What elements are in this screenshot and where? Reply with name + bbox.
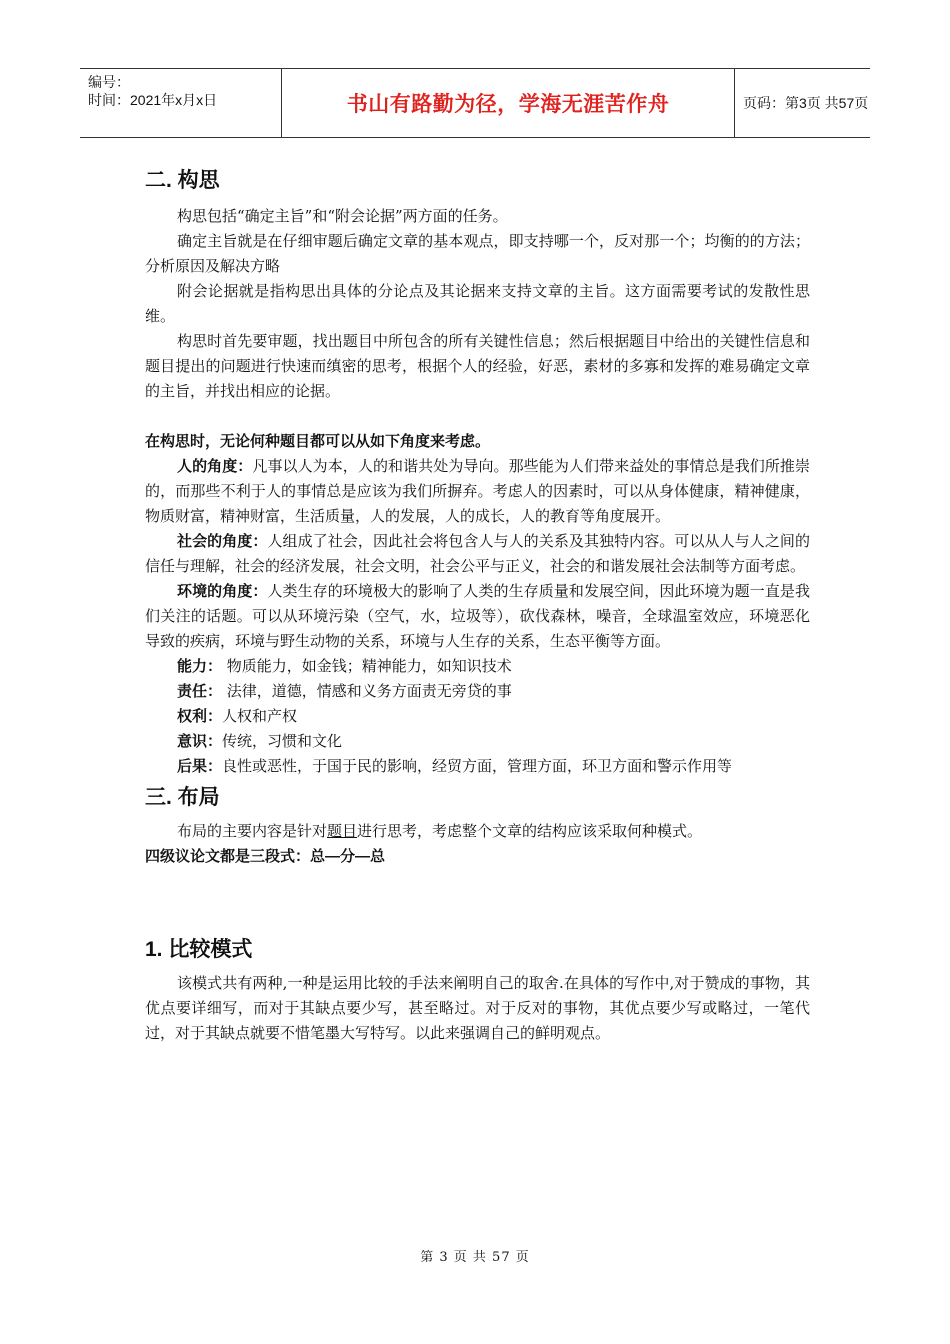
environment-label: 环境的角度： [177, 583, 268, 600]
line-rights [145, 704, 810, 729]
header-motto: 书山有路勤为径，学海无涯苦作舟 [282, 69, 735, 137]
paragraph-person [145, 454, 810, 529]
environment-text: 人类生存的环境极大的影响了人类的生存质量和发展空间，因此环境为题一直是我们关注的话题。可以从环境污染（空气，水，垃圾等），砍伐森林，噪音，全球温室效应，环境恶化导致的疾病，环境与野生动物的关系，环境与人生存的关系，生态平衡等方面。 [145, 582, 810, 650]
result-text: 良性或恶性，于国于民的影响，经贸方面，管理方面，环卫方面和警示作用等 [222, 757, 733, 775]
document-body [145, 166, 810, 1046]
paragraph-society [145, 529, 810, 579]
paragraph: 附会论据就是指构思出具体的分论点及其论据来支持文章的主旨。这方面需要考试的发散性思维。 [145, 282, 810, 325]
result-label: 后果： [177, 758, 223, 775]
paragraph-environment [145, 579, 810, 654]
section-title-3-1: 1. 比较模式 [145, 938, 253, 961]
line-result [145, 754, 810, 779]
paragraph: 确定主旨就是在仔细审题后确定文章的基本观点，即支持哪一个，反对那一个；均衡的的方法；分析原因及解决方略 [145, 232, 810, 275]
line-ability [145, 654, 810, 679]
line-duty [145, 679, 810, 704]
page-footer: 第 3 页 共 57 页 [420, 1250, 530, 1265]
time-label: 时间：2021年x月x日 [88, 92, 218, 108]
section-title-2: 二. 构思 [145, 169, 220, 192]
paragraph: 该模式共有两种,一种是运用比较的手法来阐明自己的取舍.在具体的写作中,对于赞成的事物，其优点要详细写，而对于其缺点要少写，甚至略过。对于反对的事物，其优点要少写或略过，一笔代过，对于其缺点就要不惜笔墨大写特写。以此来强调自己的鲜明观点。 [145, 974, 810, 1042]
awareness-label: 意识： [177, 733, 223, 750]
text-span: 进行思考，考虑整个文章的结构应该采取何种模式。 [357, 822, 703, 840]
page-header [80, 68, 870, 138]
header-meta [80, 69, 282, 137]
duty-label: 责任： [177, 683, 223, 700]
rights-text: 人权和产权 [222, 707, 298, 725]
duty-text: 法律，道德，情感和义务方面责无旁贷的事 [222, 682, 512, 700]
underlined-term: 题目 [327, 822, 358, 840]
ability-label: 能力： [177, 658, 223, 675]
number-label: 编号： [88, 74, 130, 90]
society-label: 社会的角度： [177, 533, 268, 550]
ability-text: 物质能力，如金钱；精神能力，如知识技术 [222, 657, 512, 675]
paragraph: 构思包括“确定主旨”和“附会论据”两方面的任务。 [177, 207, 508, 225]
paragraph [145, 819, 810, 844]
bold-line: 四级议论文都是三段式：总—分—总 [145, 848, 386, 865]
society-text: 人组成了社会，因此社会将包含人与人的关系及其独特内容。可以从人与人之间的信任与理解，社会的经济发展，社会文明，社会公平与正义，社会的和谐发展社会法制等方面考虑。 [145, 532, 810, 575]
section-title-3: 三. 布局 [145, 786, 220, 809]
awareness-text: 传统，习惯和文化 [222, 732, 343, 750]
person-label: 人的角度： [177, 458, 253, 475]
rights-label: 权利： [177, 708, 223, 725]
line-awareness [145, 729, 810, 754]
text-span: 布局的主要内容是针对 [177, 822, 328, 840]
angles-heading: 在构思时，无论何种题目都可以从如下角度来考虑。 [145, 433, 491, 450]
person-text: 凡事以人为本，人的和谐共处为导向。那些能为人们带来益处的事情总是我们所推崇的，而那些不利于人的事情总是应该为我们所摒弃。考虑人的因素时，可以从身体健康，精神健康，物质财富，精神财富，生活质量，人的发展，人的成长，人的教育等角度展开。 [145, 457, 810, 525]
paragraph: 构思时首先要审题，找出题目中所包含的所有关键性信息；然后根据题目中给出的关键性信息和题目提出的问题进行快速而缜密的思考，根据个人的经验，好恶，素材的多寡和发挥的难易确定文章的主旨，并找出相应的论据。 [145, 332, 810, 400]
header-page-label: 页码：第3页 共57页 [743, 95, 869, 111]
